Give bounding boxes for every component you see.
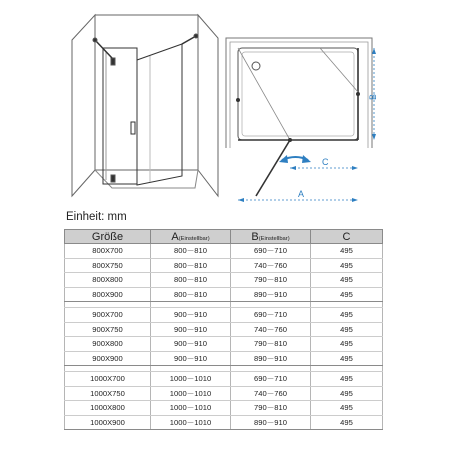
cell-size: 1000X900 xyxy=(65,415,151,430)
header-c: C xyxy=(311,230,383,244)
dimension-a-label: A xyxy=(298,189,305,199)
cell-a: 1000－1010 xyxy=(151,372,231,387)
tray-outline xyxy=(95,170,198,188)
cell-c: 495 xyxy=(311,258,383,273)
cell-c: 495 xyxy=(311,351,383,366)
table-row xyxy=(65,308,383,323)
cell-c: 495 xyxy=(311,287,383,302)
table-header-row xyxy=(65,230,383,244)
cell-size: 800X900 xyxy=(65,287,151,302)
shower-plan-view xyxy=(226,38,376,202)
cell-b: 790－810 xyxy=(231,273,311,288)
door-hinge-top xyxy=(111,58,115,65)
header-size: Größe xyxy=(65,230,151,244)
table-row xyxy=(65,258,383,273)
table-row xyxy=(65,287,383,302)
cell-b: 690－710 xyxy=(231,372,311,387)
cell-c: 495 xyxy=(311,386,383,401)
dimension-b-label: B xyxy=(368,93,378,100)
cell-a: 1000－1010 xyxy=(151,415,231,430)
cell-c: 495 xyxy=(311,337,383,352)
table-row xyxy=(65,372,383,387)
right-wall xyxy=(198,15,218,196)
table-row xyxy=(65,386,383,401)
cell-c: 495 xyxy=(311,322,383,337)
cell-b: 890－910 xyxy=(231,351,311,366)
cell-size: 900X900 xyxy=(65,351,151,366)
table-row xyxy=(65,244,383,259)
cell-a: 800－810 xyxy=(151,273,231,288)
plan-wall xyxy=(226,38,372,148)
dimension-table xyxy=(64,229,383,430)
shower-3d-view xyxy=(72,15,218,196)
cell-a: 900－910 xyxy=(151,351,231,366)
cell-b: 890－910 xyxy=(231,415,311,430)
plan-door-open xyxy=(256,140,290,196)
cell-a: 800－810 xyxy=(151,287,231,302)
front-door-panel xyxy=(103,48,137,184)
cell-c: 495 xyxy=(311,308,383,323)
header-b: B(Einstellbar) xyxy=(231,230,311,244)
cell-b: 690－710 xyxy=(231,244,311,259)
cell-a: 1000－1010 xyxy=(151,401,231,416)
cell-c: 495 xyxy=(311,415,383,430)
shower-diagram xyxy=(0,0,450,210)
cell-size: 800X750 xyxy=(65,258,151,273)
cell-b: 790－810 xyxy=(231,401,311,416)
cell-b: 740－760 xyxy=(231,386,311,401)
cell-size: 1000X750 xyxy=(65,386,151,401)
cell-a: 900－910 xyxy=(151,337,231,352)
cell-c: 495 xyxy=(311,273,383,288)
cell-b: 740－760 xyxy=(231,322,311,337)
cell-size: 900X750 xyxy=(65,322,151,337)
header-a: A(Einstellbar) xyxy=(151,230,231,244)
table-row xyxy=(65,273,383,288)
cell-size: 1000X800 xyxy=(65,401,151,416)
left-wall xyxy=(72,15,95,196)
cell-a: 800－810 xyxy=(151,244,231,259)
cell-size: 800X800 xyxy=(65,273,151,288)
cell-size: 1000X700 xyxy=(65,372,151,387)
cell-b: 890－910 xyxy=(231,287,311,302)
side-panel xyxy=(137,44,182,185)
cell-a: 900－910 xyxy=(151,322,231,337)
unit-label: Einheit: mm xyxy=(66,211,127,223)
cell-b: 740－760 xyxy=(231,258,311,273)
cell-size: 900X800 xyxy=(65,337,151,352)
table-row xyxy=(65,401,383,416)
cell-size: 800X700 xyxy=(65,244,151,259)
cell-a: 1000－1010 xyxy=(151,386,231,401)
drain-icon xyxy=(252,62,260,70)
cell-size: 900X700 xyxy=(65,308,151,323)
table-row xyxy=(65,337,383,352)
cell-a: 800－810 xyxy=(151,258,231,273)
table-row xyxy=(65,415,383,430)
door-handle xyxy=(131,122,135,134)
door-hinge-bottom xyxy=(111,175,115,182)
cell-c: 495 xyxy=(311,401,383,416)
cell-a: 900－910 xyxy=(151,308,231,323)
cell-c: 495 xyxy=(311,244,383,259)
back-wall xyxy=(95,15,198,170)
table-row xyxy=(65,322,383,337)
table-body xyxy=(65,244,383,430)
table-row xyxy=(65,351,383,366)
dimension-c-label: C xyxy=(322,157,329,167)
cell-b: 690－710 xyxy=(231,308,311,323)
cell-c: 495 xyxy=(311,372,383,387)
cell-b: 790－810 xyxy=(231,337,311,352)
